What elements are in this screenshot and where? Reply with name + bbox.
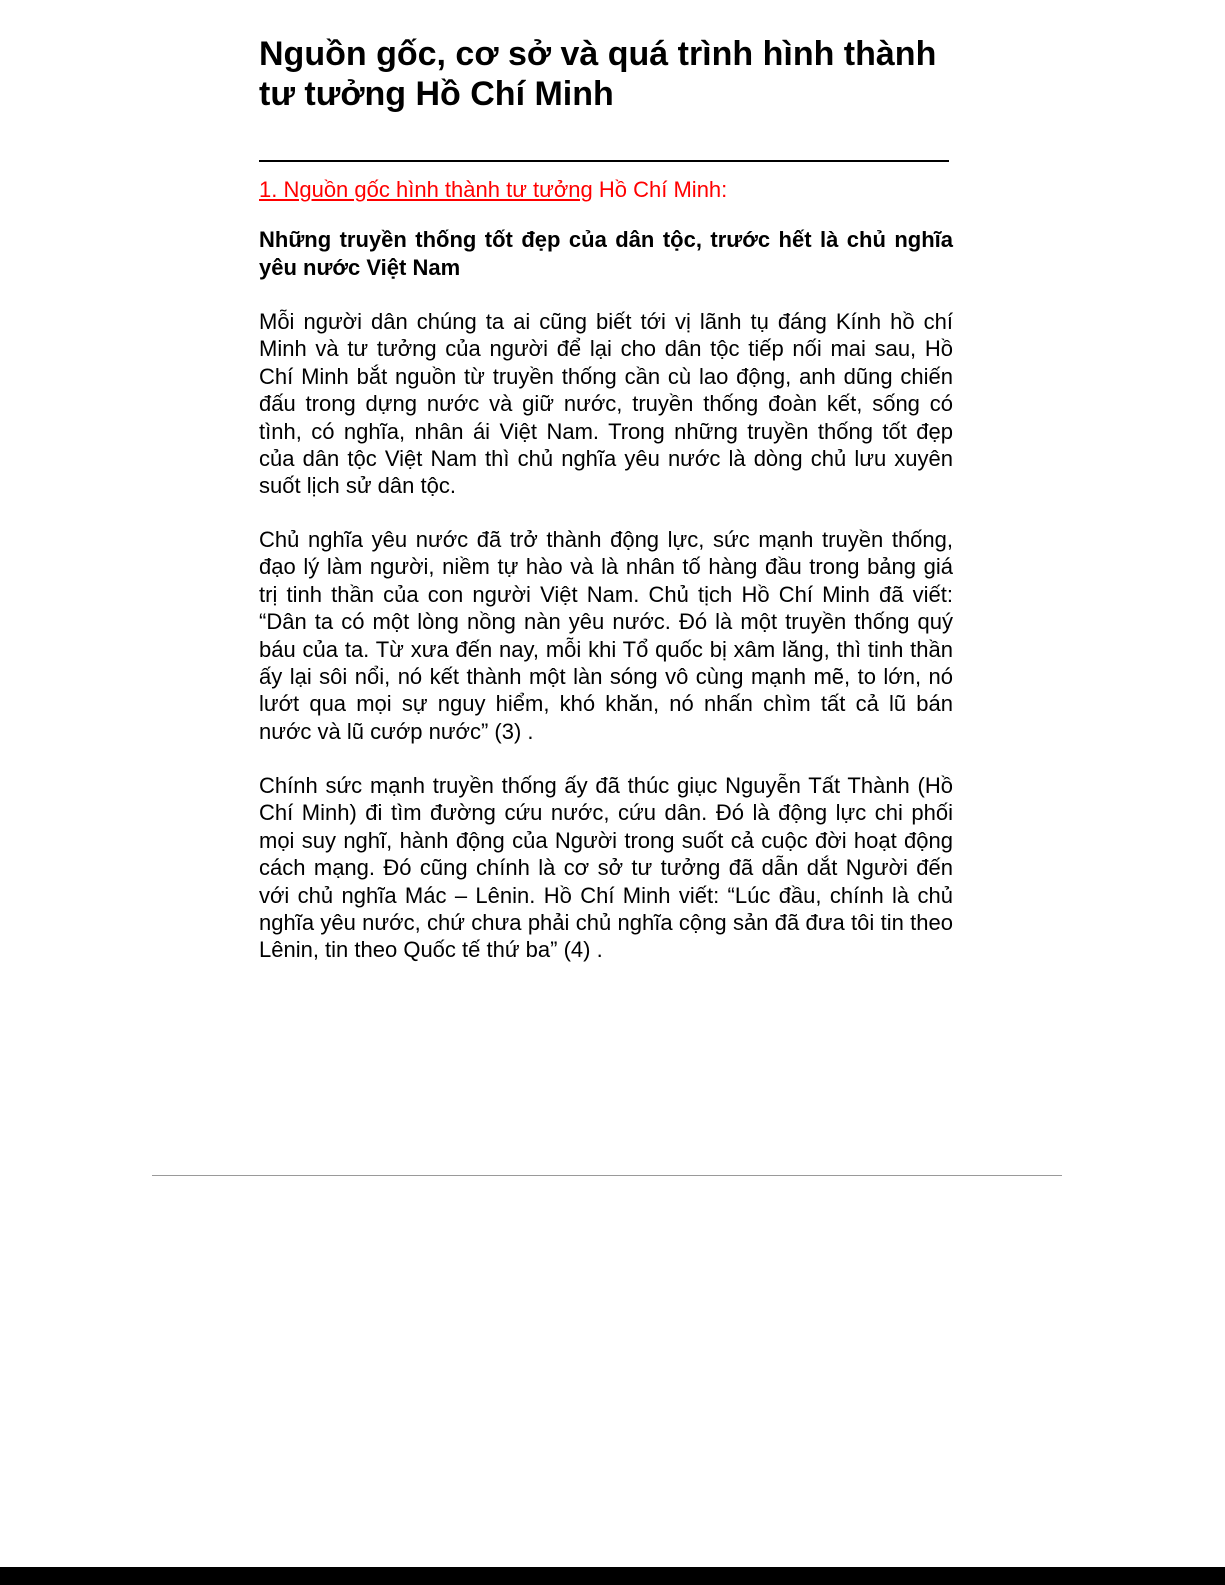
- section-heading-underlined: 1. Nguồn gốc hình thành tư tưởng: [259, 177, 593, 202]
- paragraph-3: Chính sức mạnh truyền thống ấy đã thúc giục Nguyễn Tất Thành (Hồ Chí Minh) đi tìm đường cứu nước, cứu dân. Đó là động lực chi phối mọi suy nghĩ, hành động của Người trong suốt cả cuộc đời hoạt động cách mạng. Đó cũng chính là cơ sở tư tưởng đã dẫn dắt Người đến với chủ nghĩa Mác – Lênin. Hồ Chí Minh viết: “Lúc đầu, chính là chủ nghĩa yêu nước, chứ chưa phải chủ nghĩa cộng sản đã đưa tôi tin theo Lênin, tin theo Quốc tế thứ ba” (4) .: [259, 773, 953, 963]
- section-heading: [259, 176, 727, 204]
- paragraph-1: Mỗi người dân chúng ta ai cũng biết tới vị lãnh tụ đáng Kính hồ chí Minh và tư tưởng của người để lại cho dân tộc tiếp nối mai sau, Hồ Chí Minh bắt nguồn từ truyền thống cần cù lao động, anh dũng chiến đấu trong dựng nước và giữ nước, truyền thống đoàn kết, sống có tình, có nghĩa, nhân ái Việt Nam. Trong những truyền thống tốt đẹp của dân tộc Việt Nam thì chủ nghĩa yêu nước là dòng chủ lưu xuyên suốt lịch sử dân tộc.: [259, 309, 953, 499]
- title-divider: [259, 160, 949, 162]
- page-title: Nguồn gốc, cơ sở và quá trình hình thành tư tưởng Hồ Chí Minh: [259, 35, 937, 113]
- bottom-edge-bar: [0, 1567, 1225, 1585]
- paragraph-2: Chủ nghĩa yêu nước đã trở thành động lực, sức mạnh truyền thống, đạo lý làm người, niềm tự hào và là nhân tố hàng đầu trong bảng giá trị tinh thần của con người Việt Nam. Chủ tịch Hồ Chí Minh đã viết: “Dân ta có một lòng nồng nàn yêu nước. Đó là một truyền thống quý báu của ta. Từ xưa đến nay, mỗi khi Tổ quốc bị xâm lăng, thì tinh thần ấy lại sôi nổi, nó kết thành một làn sóng vô cùng mạnh mẽ, to lớn, nó lướt qua mọi sự nguy hiểm, khó khăn, nó nhấn chìm tất cả lũ bán nước và lũ cướp nước” (3) .: [259, 527, 953, 744]
- subheading: Những truyền thống tốt đẹp của dân tộc, trước hết là chủ nghĩa yêu nước Việt Nam: [259, 227, 953, 280]
- page-footer-divider: [152, 1175, 1062, 1176]
- section-heading-rest: Hồ Chí Minh:: [592, 177, 728, 202]
